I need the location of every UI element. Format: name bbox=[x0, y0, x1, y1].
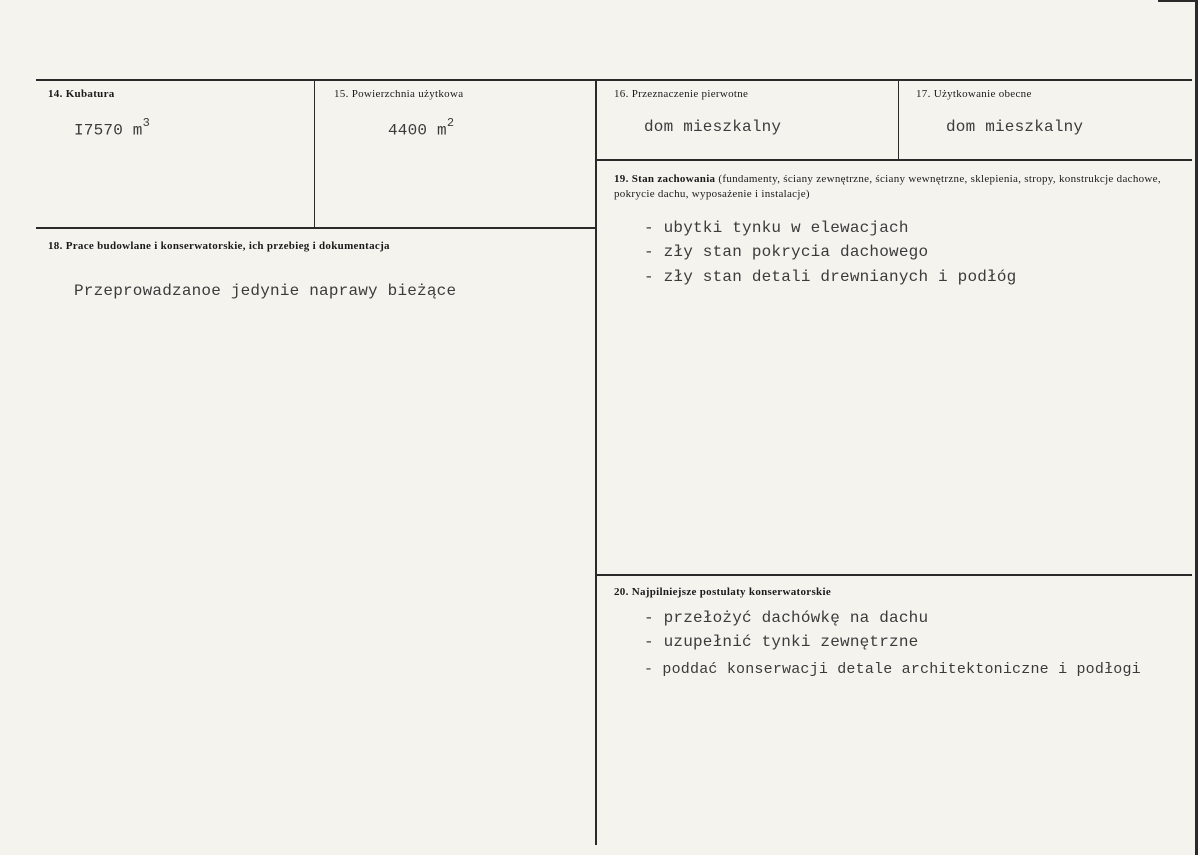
top-rule bbox=[36, 79, 1192, 81]
field-14-value-text: I7570 m bbox=[74, 121, 143, 140]
field-20-item-2: - uzupełnić tynki zewnętrzne bbox=[644, 633, 919, 651]
field-20-item-3: - poddać konserwacji detale architektoniczne i podłogi bbox=[644, 661, 1141, 678]
field-15-value-text: 4400 m bbox=[388, 121, 447, 140]
field-18-label: 18. Prace budowlane i konserwatorskie, ich przebieg i dokumentacja bbox=[48, 240, 390, 252]
field-16-value: dom mieszkalny bbox=[644, 118, 782, 136]
field-15-unit-exponent: 2 bbox=[446, 116, 455, 130]
field-19-item-3: - zły stan detali drewnianych i podłóg bbox=[644, 268, 1017, 286]
field-14-label: 14. Kubatura bbox=[48, 88, 115, 100]
field-17-value: dom mieszkalny bbox=[946, 118, 1084, 136]
field-15-value bbox=[388, 118, 454, 139]
field-19-item-1: - ubytki tynku w elewacjach bbox=[644, 219, 909, 237]
field-20-label: 20. Najpilniejsze postulaty konserwatorskie bbox=[614, 586, 832, 598]
field-14-value bbox=[74, 118, 150, 139]
top-right-edge bbox=[1158, 0, 1198, 2]
field-18-value: Przeprowadzanoe jedynie naprawy bieżące bbox=[74, 282, 457, 300]
rule-below-16-17 bbox=[596, 159, 1192, 161]
main-vertical-divider bbox=[595, 80, 597, 845]
field-19-label bbox=[614, 172, 1174, 202]
divider-16-17 bbox=[898, 80, 899, 160]
rule-below-14-15 bbox=[36, 227, 596, 229]
rule-above-20 bbox=[596, 574, 1192, 576]
field-19-item-2: - zły stan pokrycia dachowego bbox=[644, 243, 929, 261]
field-14-unit-exponent: 3 bbox=[142, 116, 151, 130]
field-19-label-scope: (fundamenty, ściany zewnętrzne, ściany wewnętrzne, sklepienia, stropy, konstrukcje dachowe, pokrycie dachu, wyposażenie i instalacje) bbox=[614, 173, 1161, 200]
field-19-label-title: 19. Stan zachowania bbox=[614, 173, 716, 185]
field-20-item-1: - przełożyć dachówkę na dachu bbox=[644, 609, 929, 627]
field-17-label: 17. Użytkowanie obecne bbox=[916, 88, 1032, 100]
field-15-label: 15. Powierzchnia użytkowa bbox=[334, 88, 464, 100]
divider-14-15 bbox=[314, 80, 315, 228]
field-16-label: 16. Przeznaczenie pierwotne bbox=[614, 88, 749, 100]
